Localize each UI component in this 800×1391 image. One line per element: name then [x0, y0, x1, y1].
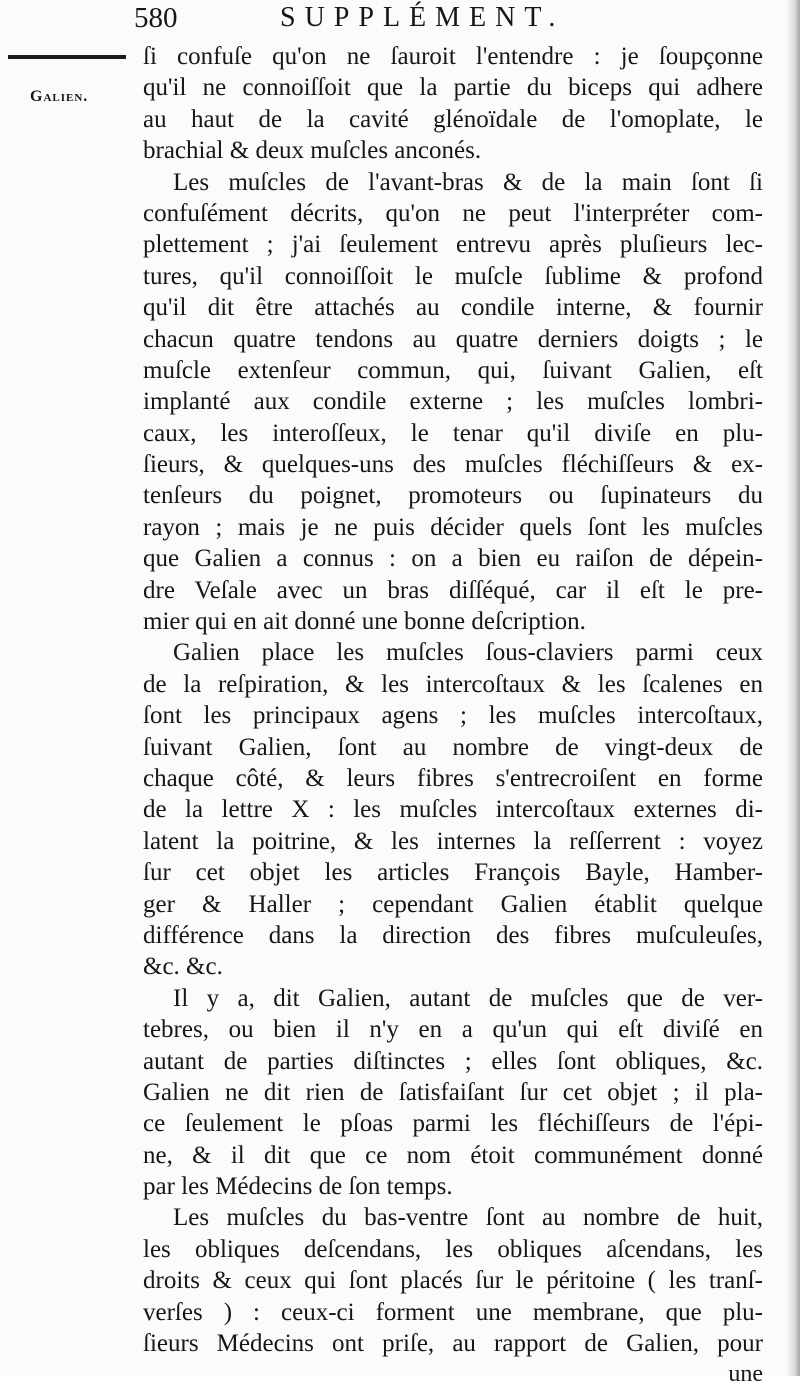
- text-line: Les muſcles de l'avant-bras & de la main ſont ſi: [173, 168, 763, 196]
- text-line: Galien ne dit rien de ſatisfaiſant ſur cet objet ; il pla-: [143, 1078, 763, 1106]
- text-line: droits & ceux qui ſont placés ſur le péritoine ( les tranſ-: [143, 1267, 763, 1295]
- page-number: 580: [134, 2, 178, 34]
- catchword: une: [728, 1361, 763, 1388]
- text-line: ſieurs Médecins ont priſe, au rapport de Galien, pour: [143, 1330, 763, 1358]
- text-line: chaque côté, & leurs fibres s'entrecroiſent en forme: [143, 764, 763, 792]
- text-line: ger & Haller ; cependant Galien établit quelque: [143, 890, 763, 918]
- text-line: muſcle extenſeur commun, qui, ſuivant Galien, eſt: [143, 356, 763, 384]
- text-line: ſur cet objet les articles François Bayle, Hamber-: [143, 859, 763, 887]
- text-line: caux, les interoſſeux, le tenar qu'il diviſe en plu-: [143, 419, 763, 447]
- text-line: plettement ; j'ai ſeulement entrevu après pluſieurs lec-: [143, 231, 763, 259]
- text-line: ſuivant Galien, ſont au nombre de vingt-deux de: [143, 733, 763, 761]
- text-line: chacun quatre tendons au quatre derniers doigts ; le: [143, 325, 763, 353]
- text-line: de la reſpiration, & les intercoſtaux & les ſcalenes en: [143, 670, 763, 698]
- page-edge-shadow: [786, 0, 800, 1376]
- text-line: latent la poitrine, & les internes la reſſerrent : voyez: [143, 827, 763, 855]
- text-line: par les Médecins de ſon temps.: [143, 1173, 453, 1201]
- text-line: de la lettre X : les muſcles intercoſtaux externes di-: [143, 796, 763, 824]
- text-line: tebres, ou bien il n'y en a qu'un qui eſt diviſé en: [143, 1016, 763, 1044]
- text-line: qu'il dit être attachés au condile interne, & fournir: [143, 294, 763, 322]
- text-line: confuſément décrits, qu'on ne peut l'interpréter com-: [143, 199, 763, 227]
- text-line: Galien place les muſcles ſous-claviers parmi ceux: [173, 639, 763, 667]
- text-line: ſi confuſe qu'on ne ſauroit l'entendre : je ſoupçonne: [143, 43, 763, 70]
- text-line: &c. &c.: [143, 953, 223, 981]
- running-title: SUPPLÉMENT.: [280, 2, 565, 33]
- text-line: les obliques deſcendans, les obliques aſcendans, les: [143, 1235, 763, 1263]
- text-line: Il y a, dit Galien, autant de muſcles que de ver-: [173, 984, 763, 1012]
- text-line: ne, & il dit que ce nom étoit communément donné: [143, 1141, 763, 1169]
- text-line: ſont les principaux agens ; les muſcles intercoſtaux,: [143, 702, 763, 730]
- margin-note: Galien.: [30, 88, 89, 105]
- body-text: [143, 41, 763, 1391]
- text-line: que Galien a connus : on a bien eu raiſon de dépein-: [143, 545, 763, 573]
- text-line: tures, qu'il connoiſſoit le muſcle ſublime & profond: [143, 262, 763, 290]
- text-line: ce ſeulement le pſoas parmi les fléchiſſeurs de l'épi-: [143, 1110, 763, 1138]
- margin-rule: [8, 55, 126, 59]
- text-line: dre Veſale avec un bras diſſéqué, car il eſt le pre-: [143, 576, 763, 604]
- page-header: [130, 0, 770, 40]
- text-line: qu'il ne connoiſſoit que la partie du biceps qui adhere: [143, 74, 763, 102]
- text-line: autant de parties diſtinctes ; elles ſont obliques, &c.: [143, 1047, 763, 1075]
- text-line: différence dans la direction des fibres muſculeuſes,: [143, 921, 763, 949]
- text-line: Les muſcles du bas-ventre ſont au nombre de huit,: [173, 1204, 763, 1232]
- text-line: au haut de la cavité glénoïdale de l'omoplate, le: [143, 105, 763, 133]
- text-line: tenſeurs du poignet, promoteurs ou ſupinateurs du: [143, 482, 763, 510]
- text-line: brachial & deux muſcles anconés.: [143, 137, 482, 165]
- text-line: implanté aux condile externe ; les muſcles lombri-: [143, 388, 763, 416]
- text-line: ſieurs, & quelques-uns des muſcles fléchiſſeurs & ex-: [143, 451, 763, 479]
- text-line: verſes ) : ceux-ci forment une membrane, que plu-: [143, 1298, 763, 1326]
- text-line: mier qui en ait donné une bonne deſcription.: [143, 608, 586, 636]
- text-line: rayon ; mais je ne puis décider quels ſont les muſcles: [143, 513, 763, 541]
